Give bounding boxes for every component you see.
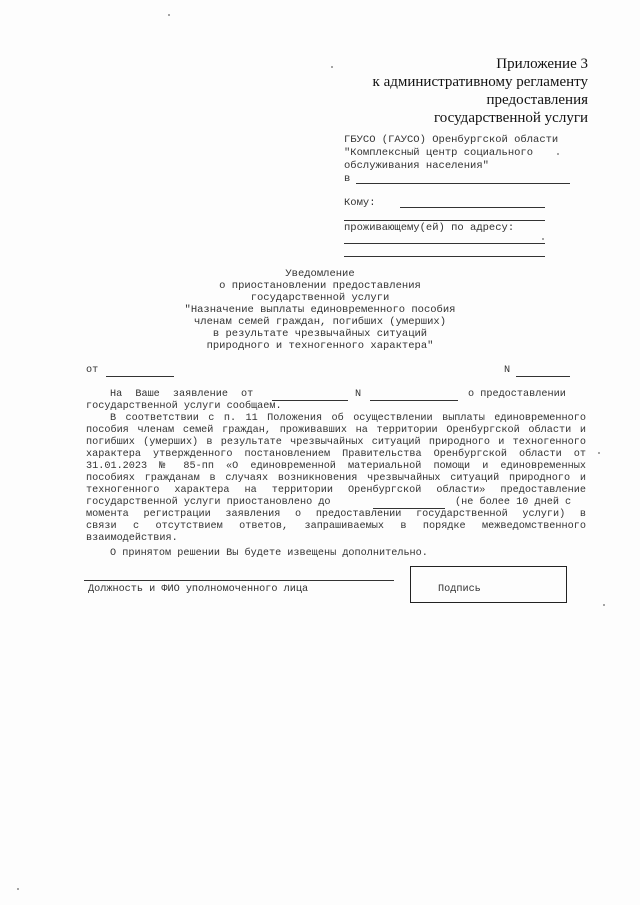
title-line-1: Уведомление	[285, 268, 355, 280]
to-field-line	[400, 207, 545, 208]
title-line-2: о приостановлении предоставления	[219, 280, 421, 292]
p2-line-5: 31.01.2023 № 85-пп «О единовременной материальной помощи и единовременных	[86, 461, 586, 472]
scan-speck	[17, 888, 19, 890]
p1-line-2: государственной услуги сообщаем.	[86, 401, 282, 412]
org-line-1: ГБУСО (ГАУСО) Оренбургской области	[344, 134, 559, 146]
date-field-line	[106, 376, 174, 377]
p2-line-8a: государственной услуги приостановлено до	[86, 497, 331, 508]
scan-speck	[331, 66, 333, 68]
position-field-line	[84, 580, 394, 581]
address-field-line-2	[344, 256, 545, 257]
scan-speck	[603, 604, 605, 606]
title-line-5: членам семей граждан, погибших (умерших)	[193, 316, 447, 328]
title-line-6: в результате чрезвычайных ситуаций	[212, 328, 428, 340]
p2-line-6: пособиях гражданам в случаях возникновения чрезвычайных ситуаций природного и	[86, 473, 586, 484]
p2-line-1: В соответствии с п. 11 Положения об осуществлении выплаты единовременного	[110, 413, 586, 424]
p3-text: О принятом решении Вы будете извещены дополнительно.	[110, 548, 428, 559]
p2-line-11: взаимодействия.	[86, 533, 178, 544]
org-line-3: обслуживания населения"	[344, 160, 489, 172]
position-label: Должность и ФИО уполномоченного лица	[88, 584, 309, 595]
appendix-line-4: государственной услуги	[434, 110, 588, 126]
address-field-line-1	[344, 243, 545, 244]
signature-label: Подпись	[438, 584, 481, 595]
p2-line-8b: (не более 10 дней с	[455, 497, 572, 508]
p1-tail: о предоставлении	[468, 389, 566, 400]
scan-speck	[598, 452, 600, 454]
signature-box	[410, 566, 567, 603]
scan-speck	[557, 153, 559, 155]
in-field-line	[356, 183, 570, 184]
appendix-line-1: Приложение 3	[496, 56, 588, 72]
number-label: N	[504, 365, 511, 376]
p2-line-4: характера утвержденного постановлением Правительства Оренбургской области от	[86, 449, 586, 460]
title-line-4: "Назначение выплаты единовременного пособия	[184, 304, 456, 316]
scan-speck	[542, 238, 544, 240]
p1-number-line	[370, 400, 458, 401]
p1-date-line	[272, 400, 348, 401]
to-label: Кому:	[344, 197, 376, 209]
title-line-3: государственной услуги	[250, 292, 390, 304]
p2-line-7: техногенного характера на территории Оренбургской области» предоставление	[86, 485, 586, 496]
p2-line-10: связи с отсутствием ответов, запрашиваемых в порядке межведомственного	[86, 521, 586, 532]
p1-lead: На Ваше заявление от	[110, 389, 254, 400]
title-line-7: природного и техногенного характера"	[206, 340, 434, 352]
number-field-line	[516, 376, 570, 377]
in-label: в	[344, 173, 351, 185]
p2-line-3: погибших (умерших) в результате чрезвычайных ситуаций природного и техногенного	[86, 437, 586, 448]
appendix-line-2: к административному регламенту	[372, 74, 588, 90]
appendix-line-3: предоставления	[486, 92, 588, 108]
org-line-2: "Комплексный центр социального	[344, 147, 534, 159]
address-label: проживающему(ей) по адресу:	[344, 222, 515, 234]
from-label: от	[86, 365, 99, 376]
p1-n: N	[355, 389, 362, 400]
p2-line-2: пособия членам семей граждан, проживавших на территории Оренбургской области и	[86, 425, 586, 436]
scan-speck	[168, 14, 170, 16]
p2-line-9: момента регистрации заявления о предоставлении государственной услуги) в	[86, 509, 586, 520]
